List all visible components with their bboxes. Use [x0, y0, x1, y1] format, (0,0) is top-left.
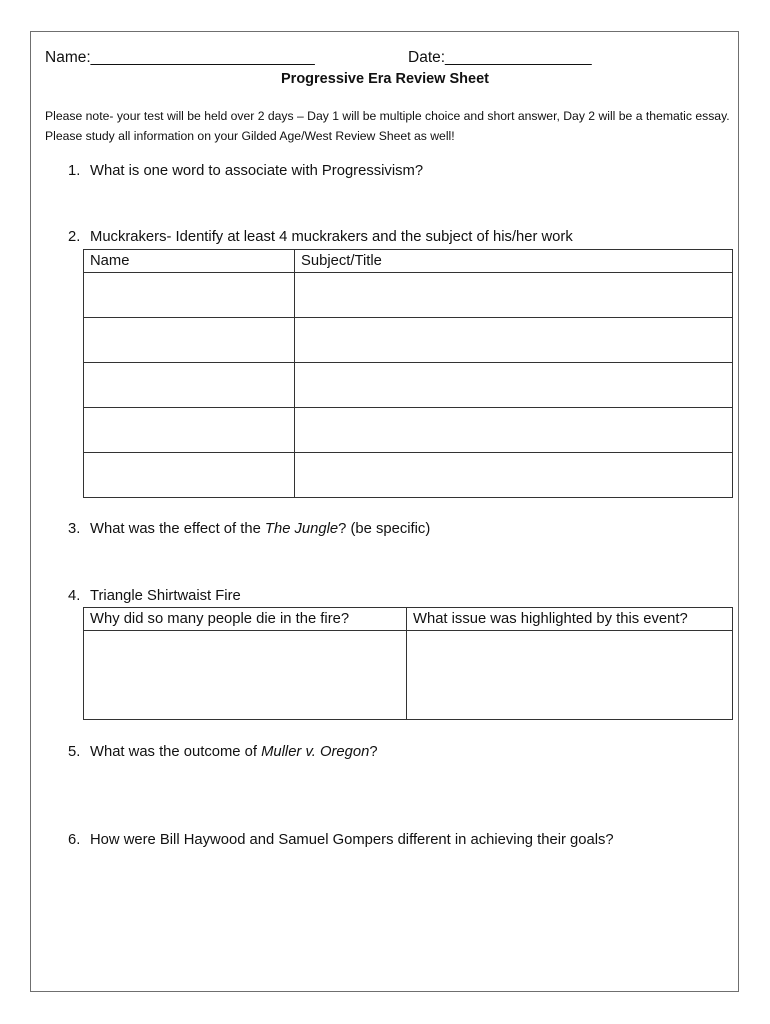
question-text-post: ? (be specific) — [338, 521, 431, 537]
column-header-subject: Subject/Title — [295, 250, 733, 273]
name-field-label: Name:__________________________ — [45, 49, 315, 66]
name-cell[interactable] — [84, 318, 295, 363]
why-cell[interactable] — [84, 631, 407, 720]
table-row — [84, 408, 733, 453]
table-row — [84, 363, 733, 408]
date-field-label: Date:_________________ — [408, 49, 592, 66]
question-number: 4. — [68, 588, 81, 604]
fire-table — [83, 607, 733, 720]
question-number: 1. — [68, 163, 81, 179]
name-cell[interactable] — [84, 273, 295, 318]
question-text-pre: What was the effect of the — [90, 521, 265, 537]
table-row — [84, 453, 733, 498]
question-number: 3. — [68, 521, 81, 537]
column-header-issue: What issue was highlighted by this event? — [407, 608, 733, 631]
question-text-post: ? — [369, 744, 378, 760]
question-text: Muckrakers- Identify at least 4 muckrakers and the subject of his/her work — [90, 229, 573, 245]
muckrakers-table — [83, 249, 733, 498]
name-cell[interactable] — [84, 408, 295, 453]
book-title: The Jungle — [264, 521, 339, 537]
subject-cell[interactable] — [295, 318, 733, 363]
question-5 — [68, 744, 378, 760]
column-header-name: Name — [84, 250, 295, 273]
column-header-why: Why did so many people die in the fire? — [84, 608, 407, 631]
question-text: How were Bill Haywood and Samuel Gompers different in achieving their goals? — [90, 832, 614, 848]
table-row — [84, 273, 733, 318]
question-text-pre: What was the outcome of — [90, 744, 262, 760]
table-row — [84, 631, 733, 720]
subject-cell[interactable] — [295, 408, 733, 453]
issue-cell[interactable] — [407, 631, 733, 720]
table-row — [84, 318, 733, 363]
name-cell[interactable] — [84, 453, 295, 498]
question-number: 5. — [68, 744, 81, 760]
question-1 — [68, 163, 423, 179]
subject-cell[interactable] — [295, 363, 733, 408]
page-title: Progressive Era Review Sheet — [281, 71, 489, 87]
subject-cell[interactable] — [295, 273, 733, 318]
test-note: Please note- your test will be held over 2 days – Day 1 will be multiple choice and short answer, Day 2 will be a thematic essay. Please study all information on your Gilded Age/West Review Sheet as well! — [45, 109, 730, 143]
name-cell[interactable] — [84, 363, 295, 408]
question-2 — [68, 229, 573, 245]
question-3 — [68, 521, 430, 537]
case-title: Muller v. Oregon — [261, 744, 370, 760]
question-text: What is one word to associate with Progressivism? — [90, 163, 424, 179]
question-text: Triangle Shirtwaist Fire — [90, 588, 241, 604]
question-6 — [68, 832, 614, 848]
question-4 — [68, 588, 241, 604]
subject-cell[interactable] — [295, 453, 733, 498]
question-number: 6. — [68, 832, 81, 848]
question-number: 2. — [68, 229, 81, 245]
